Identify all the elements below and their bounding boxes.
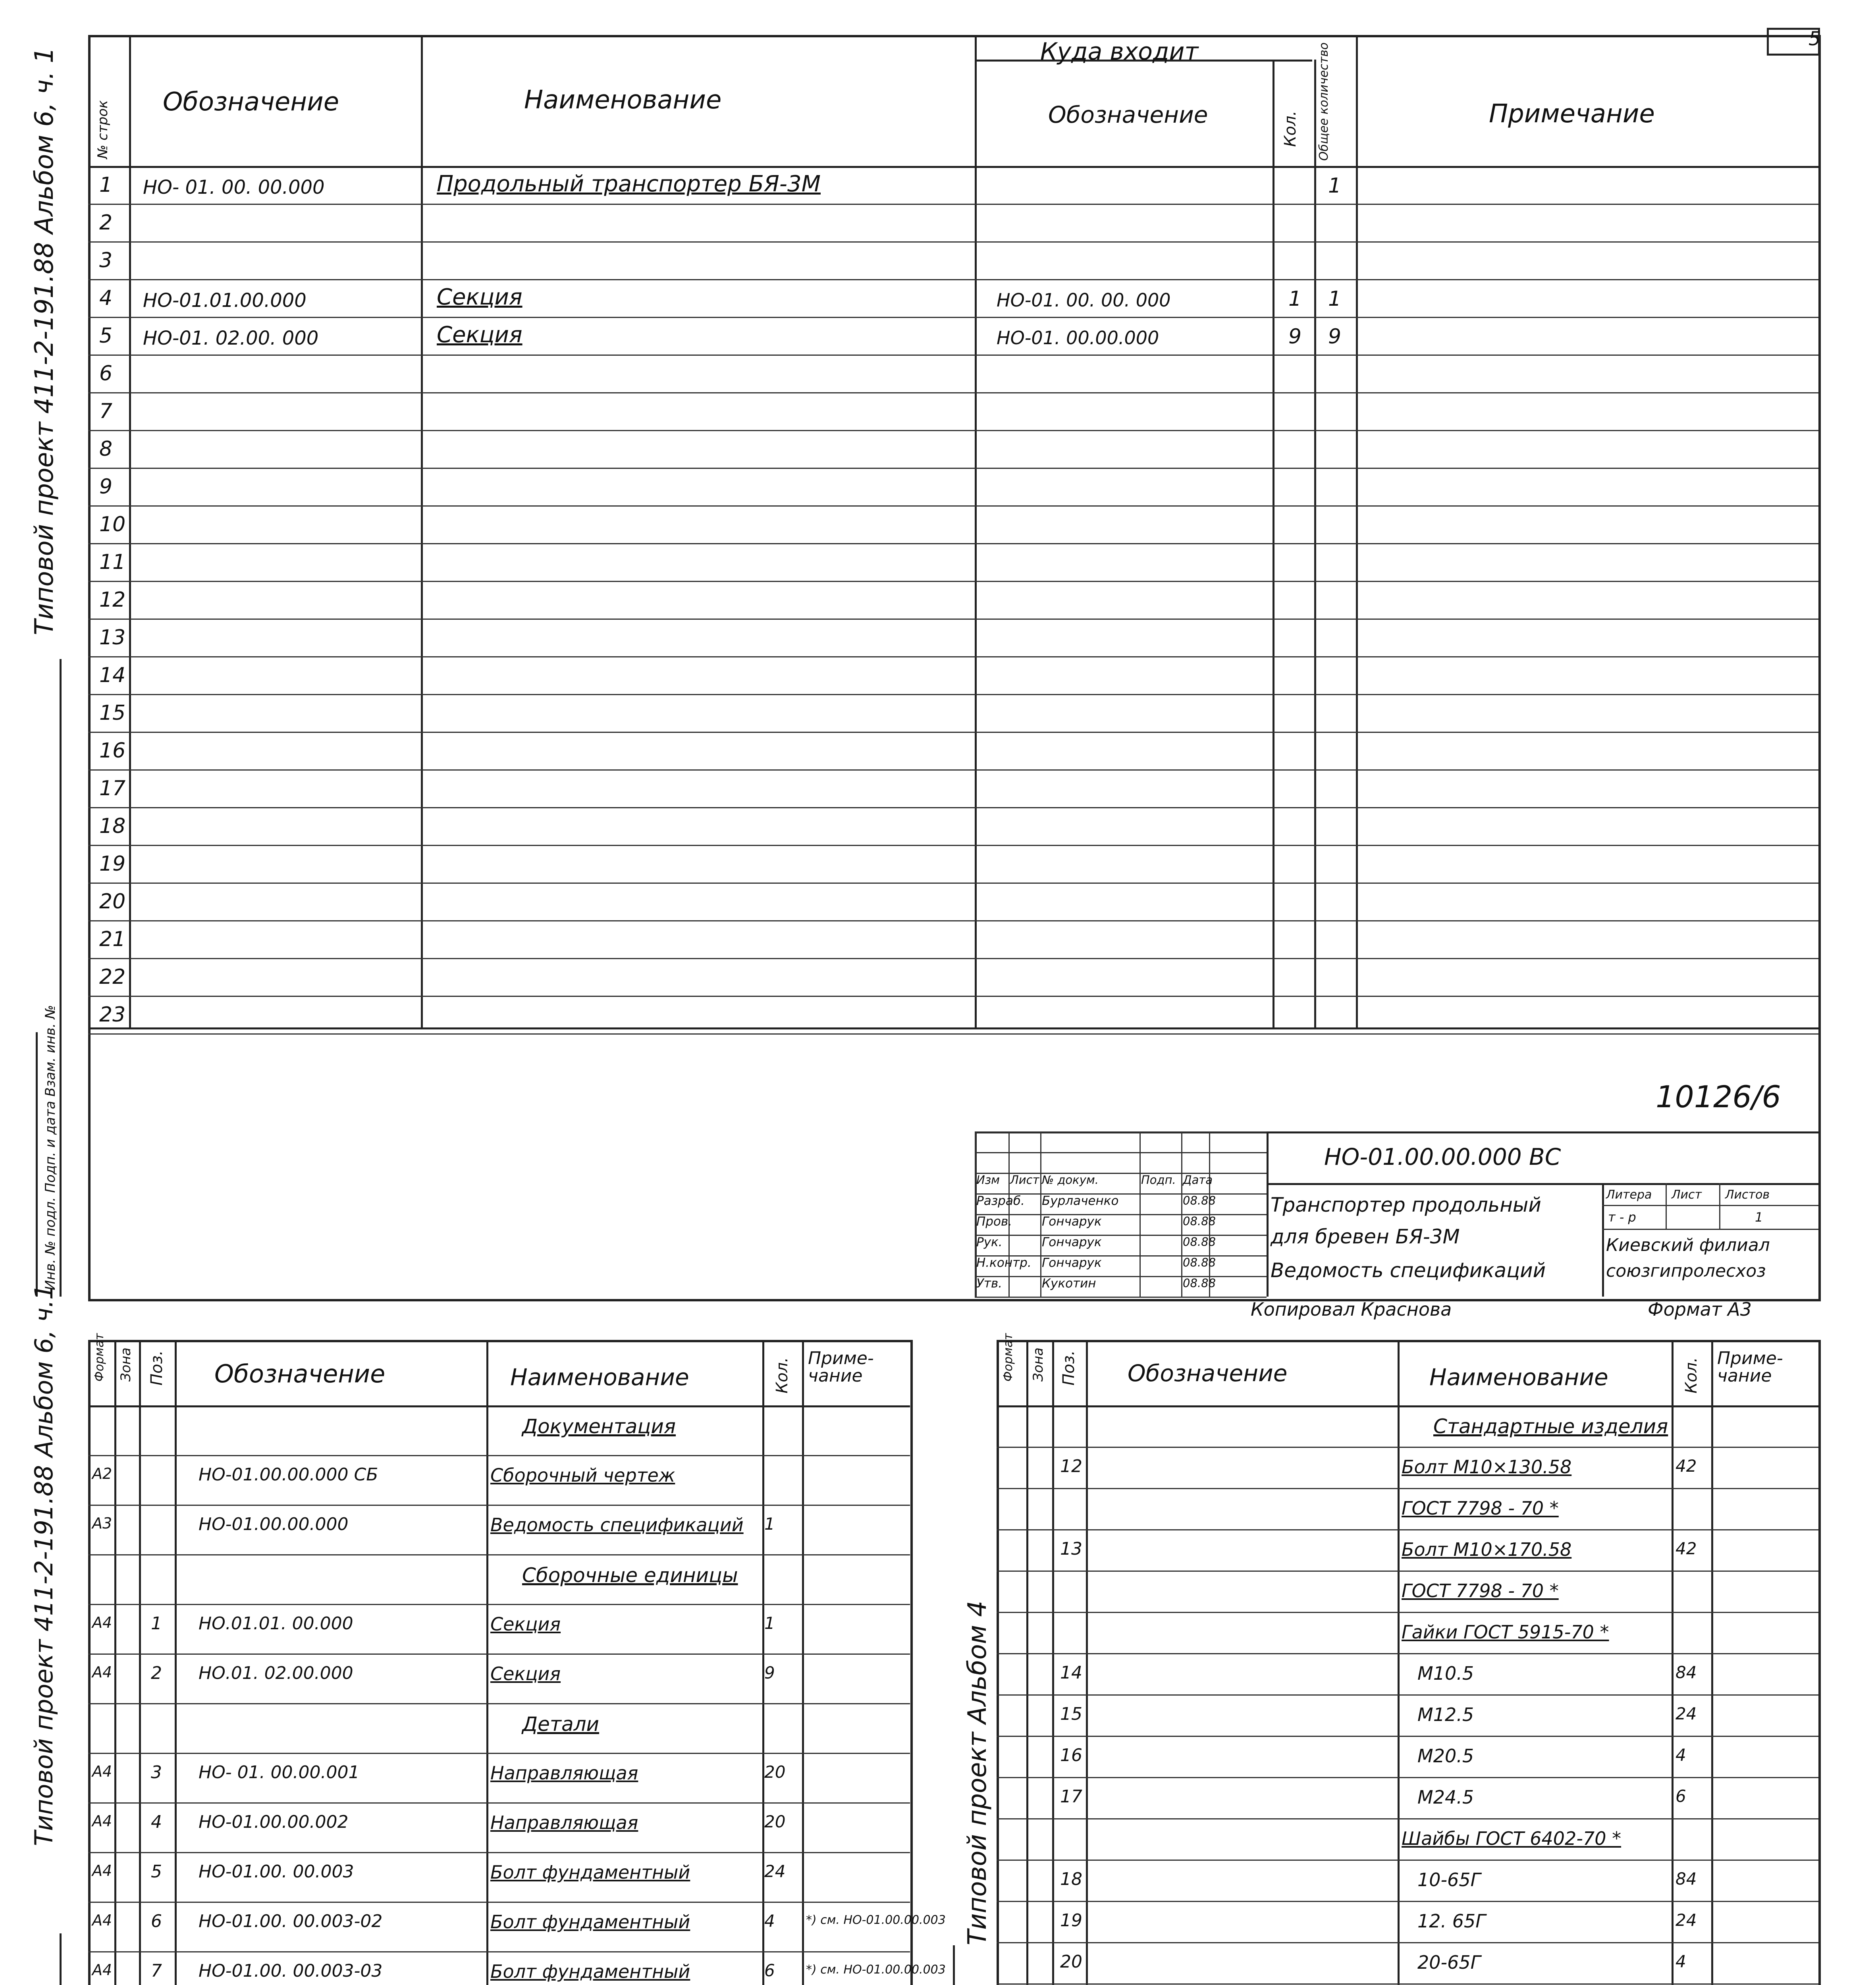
spec-pos: 4 <box>151 1812 162 1832</box>
spec-row-line <box>88 1703 910 1704</box>
spec-designation: НО-01.00. 00.003-03 <box>199 1961 383 1981</box>
spec-pos: 14 <box>1060 1663 1082 1683</box>
top-stamp-title-1: Транспортер продольный <box>1271 1193 1541 1216</box>
top-row-line <box>88 543 1818 544</box>
bl-header-name: Наименование <box>510 1364 689 1391</box>
spec-name: Болт фундаментный <box>490 1911 690 1933</box>
top-row-number: 17 <box>99 777 126 800</box>
spec-row-line <box>997 1736 1818 1737</box>
br-header-designation: Обозначение <box>1128 1360 1288 1387</box>
spec-pos: 7 <box>151 1961 162 1981</box>
spec-name: 12. 65Г <box>1417 1910 1486 1932</box>
top-row-line <box>88 392 1818 393</box>
top-row-designation: НО- 01. 00. 00.000 <box>143 176 325 198</box>
top-row-number: 9 <box>99 475 113 499</box>
spec-designation: НО-01.00.00.002 <box>199 1812 349 1832</box>
spec-format: А4 <box>92 1614 112 1631</box>
br-margin-project: Типовой проект Альбом 4 <box>963 1600 992 1945</box>
top-row-total: 1 <box>1328 174 1342 198</box>
stamp-grid-line <box>975 1297 1267 1298</box>
top-row-qty: 9 <box>1288 325 1302 349</box>
top-row-line <box>88 656 1818 657</box>
stamp-header-cell: Лист <box>1010 1173 1039 1187</box>
top-row-number: 20 <box>99 890 126 913</box>
spec-format: А3 <box>92 1515 112 1532</box>
top-row-line <box>88 958 1818 959</box>
spec-row-line <box>88 1902 910 1903</box>
spec-row-line <box>997 1612 1818 1613</box>
spec-row-line <box>88 1753 910 1754</box>
bl-header-note: Приме-чание <box>808 1348 874 1386</box>
spec-qty: 9 <box>764 1663 775 1682</box>
top-row-line <box>88 920 1818 921</box>
spec-name: Болт М10×130.58 <box>1402 1456 1572 1478</box>
top-row-number: 2 <box>99 211 113 235</box>
spec-pos: 13 <box>1060 1539 1082 1559</box>
stamp-person: Кукотин <box>1042 1276 1096 1291</box>
stamp-grid-col <box>1181 1131 1182 1297</box>
top-copied: Копировал Краснова <box>1251 1299 1452 1320</box>
spec-designation: НО-01.00.00.000 <box>199 1514 349 1534</box>
top-sheet-header: Лист <box>1672 1188 1702 1202</box>
spec-qty: 4 <box>1675 1952 1686 1971</box>
spec-name: Гайки ГОСТ 5915-70 * <box>1402 1621 1609 1643</box>
spec-row-line <box>997 1529 1818 1530</box>
br-header-qty: Кол. <box>1682 1357 1701 1393</box>
spec-name: Секция <box>490 1613 561 1635</box>
stamp-header-cell: № докум. <box>1042 1173 1099 1187</box>
stamp-grid-col <box>1139 1131 1141 1297</box>
spec-section-title: Документация <box>522 1415 676 1438</box>
bl-header-zone: Зона <box>118 1347 134 1382</box>
stamp-person: Гончарук <box>1042 1256 1102 1270</box>
top-row-where: НО-01. 00. 00. 000 <box>997 289 1171 311</box>
top-row-line <box>88 468 1818 469</box>
top-stamp-code: НО-01.00.00.000 ВС <box>1324 1143 1561 1170</box>
spec-row-line <box>997 1571 1818 1572</box>
stamp-grid-line <box>975 1214 1267 1215</box>
spec-row-line <box>997 1983 1818 1985</box>
spec-format: А4 <box>92 1912 112 1929</box>
stamp-grid-line <box>975 1152 1267 1153</box>
spec-name: Направляющая <box>490 1762 638 1784</box>
bl-header-designation: Обозначение <box>214 1359 386 1388</box>
spec-qty: 84 <box>1675 1869 1697 1889</box>
br-header-pos: Поз. <box>1060 1350 1078 1386</box>
top-org-2: союзгипролесхоз <box>1606 1261 1766 1281</box>
spec-note: *) см. НО-01.00.00.003 <box>806 1963 946 1977</box>
stamp-header-cell: Подп. <box>1141 1173 1176 1187</box>
spec-row-line <box>997 1777 1818 1778</box>
top-row-number: 15 <box>99 701 126 725</box>
bl-header-format: Формат <box>93 1333 106 1382</box>
top-row-number: 11 <box>99 550 126 574</box>
stamp-role: Разраб. <box>976 1194 1025 1208</box>
top-row-number: 14 <box>99 663 126 687</box>
top-row-number: 10 <box>99 513 126 536</box>
spec-row-line <box>997 1694 1818 1696</box>
spec-row-line <box>88 1554 910 1555</box>
spec-pos: 6 <box>151 1911 162 1931</box>
br-frame <box>997 1340 1821 1985</box>
spec-row-line <box>997 1901 1818 1902</box>
spec-row-line <box>88 1852 910 1853</box>
spec-section-title: Сборочные единицы <box>522 1564 738 1587</box>
top-row-line <box>88 694 1818 695</box>
spec-note: *) см. НО-01.00.00.003 <box>806 1913 946 1927</box>
spec-name: М10.5 <box>1417 1663 1474 1684</box>
spec-qty: 1 <box>764 1514 775 1534</box>
br-header-name: Наименование <box>1429 1364 1608 1391</box>
spec-qty: 20 <box>764 1762 786 1782</box>
spec-format: А2 <box>92 1465 112 1482</box>
stamp-date: 08.88 <box>1183 1276 1216 1290</box>
top-row-name: Продольный транспортер БЯ-3М <box>437 171 821 197</box>
br-header-note: Приме-чание <box>1717 1348 1783 1386</box>
spec-pos: 15 <box>1060 1704 1082 1724</box>
spec-qty: 24 <box>1675 1704 1697 1723</box>
top-row-line <box>88 279 1818 280</box>
spec-pos: 19 <box>1060 1910 1082 1931</box>
spec-designation: НО-01.00.00.000 СБ <box>199 1465 378 1485</box>
spec-name: М24.5 <box>1417 1786 1474 1808</box>
header-where-designation: Обозначение <box>1048 101 1208 128</box>
top-row-line <box>88 241 1818 243</box>
top-row-name: Секция <box>437 322 523 348</box>
doc-number-handwritten: 10126/6 <box>1656 1079 1781 1114</box>
spec-designation: НО.01.01. 00.000 <box>199 1613 353 1634</box>
spec-qty: 1 <box>764 1613 775 1633</box>
spec-row-line <box>88 1455 910 1456</box>
spec-designation: НО-01.00. 00.003-02 <box>199 1911 383 1931</box>
spec-row-line <box>997 1488 1818 1489</box>
top-row-number: 21 <box>99 927 126 951</box>
spec-row-line <box>997 1653 1818 1654</box>
top-format: Формат А3 <box>1648 1299 1752 1320</box>
header-qty: Кол. <box>1281 110 1300 147</box>
top-row-number: 8 <box>99 437 113 461</box>
spec-pos: 3 <box>151 1762 162 1783</box>
stamp-person: Гончарук <box>1042 1235 1102 1249</box>
spec-pos: 5 <box>151 1862 162 1882</box>
stamp-grid-col <box>1040 1131 1041 1297</box>
stamp-role: Н.контр. <box>976 1256 1032 1270</box>
spec-pos: 16 <box>1060 1745 1082 1765</box>
top-row-line <box>88 807 1818 808</box>
header-designation: Обозначение <box>163 87 339 117</box>
spec-qty: 84 <box>1675 1663 1697 1682</box>
spec-name: М20.5 <box>1417 1745 1474 1767</box>
top-row-number: 18 <box>99 814 126 838</box>
top-row-number: 12 <box>99 588 126 612</box>
spec-pos: 2 <box>151 1663 162 1683</box>
margin-project-label: Типовой проект 411-2-191.88 Альбом 6, ч. 1 <box>30 47 59 635</box>
spec-name: Болт фундаментный <box>490 1862 690 1883</box>
top-row-total: 1 <box>1328 287 1342 311</box>
bl-margin-project: Типовой проект 411-2-191.88 Альбом 6, ч.1 <box>29 1284 58 1846</box>
spec-name: ГОСТ 7798 - 70 * <box>1402 1580 1559 1601</box>
stamp-grid-line <box>975 1131 1267 1133</box>
top-row-number: 3 <box>99 249 113 272</box>
top-row-line <box>88 883 1818 884</box>
spec-name: ГОСТ 7798 - 70 * <box>1402 1497 1559 1519</box>
top-row-line <box>88 619 1818 620</box>
top-row-number: 16 <box>99 739 126 763</box>
spec-format: А4 <box>92 1763 112 1780</box>
stamp-person: Бурлаченко <box>1042 1194 1119 1208</box>
stamp-header-cell: Изм <box>976 1173 1000 1187</box>
top-litera-header: Литера <box>1606 1188 1652 1202</box>
spec-pos: 12 <box>1060 1456 1082 1476</box>
top-row-number: 13 <box>99 626 126 649</box>
top-row-line <box>88 996 1818 997</box>
spec-pos: 18 <box>1060 1869 1082 1889</box>
top-row-number: 23 <box>99 1003 126 1027</box>
header-line-number: № строк <box>95 100 111 159</box>
header-where-goes: Куда входит <box>1040 38 1199 66</box>
stamp-person: Гончарук <box>1042 1214 1102 1229</box>
top-row-number: 6 <box>99 362 113 385</box>
spec-format: А4 <box>92 1961 112 1979</box>
top-row-qty: 1 <box>1288 287 1302 311</box>
spec-qty: 4 <box>764 1911 775 1931</box>
top-row-line <box>88 204 1818 205</box>
spec-row-line <box>88 1604 910 1605</box>
stamp-date: 08.88 <box>1183 1235 1216 1249</box>
spec-designation: НО-01.00. 00.003 <box>199 1862 354 1882</box>
stamp-date: 08.88 <box>1183 1194 1216 1207</box>
bl-header-qty: Кол. <box>773 1357 791 1393</box>
margin-inv-label: Инв. № подл. Подп. и дата Взам. инв. № <box>42 1005 58 1290</box>
spec-qty: 6 <box>1675 1786 1686 1806</box>
spec-pos: 20 <box>1060 1952 1082 1972</box>
stamp-role: Пров. <box>976 1214 1012 1229</box>
spec-name: Направляющая <box>490 1812 638 1833</box>
br-header-format: Формат <box>1001 1333 1015 1382</box>
top-row-number: 5 <box>99 324 113 348</box>
spec-name: Болт М10×170.58 <box>1402 1539 1572 1560</box>
top-row-where: НО-01. 00.00.000 <box>997 327 1159 349</box>
spec-row-line <box>88 1505 910 1506</box>
spec-name: Болт фундаментный <box>490 1961 690 1982</box>
top-frame <box>88 35 1821 1301</box>
spec-qty: 20 <box>764 1812 786 1831</box>
top-row-line <box>88 430 1818 431</box>
spec-qty: 42 <box>1675 1539 1697 1558</box>
top-row-number: 4 <box>99 286 113 310</box>
stamp-grid-col <box>975 1131 976 1297</box>
spec-name: Шайбы ГОСТ 6402-70 * <box>1402 1828 1621 1849</box>
spec-qty: 6 <box>764 1961 775 1980</box>
top-row-number: 1 <box>99 173 113 197</box>
stamp-grid-line <box>975 1235 1267 1236</box>
spec-designation: НО- 01. 00.00.001 <box>199 1762 360 1783</box>
spec-name: М12.5 <box>1417 1704 1474 1725</box>
top-row-line <box>88 317 1818 318</box>
header-note: Примечание <box>1489 99 1655 129</box>
header-total-qty: Общее количество <box>1317 42 1331 161</box>
spec-row-line <box>997 1447 1818 1448</box>
spec-qty: 42 <box>1675 1456 1697 1476</box>
spec-row-line <box>88 1951 910 1952</box>
top-row-line <box>88 845 1818 846</box>
spec-name: Ведомость спецификаций <box>490 1514 744 1536</box>
stamp-date: 08.88 <box>1183 1256 1216 1269</box>
stamp-date: 08.88 <box>1183 1214 1216 1228</box>
br-header-zone: Зона <box>1030 1347 1046 1382</box>
spec-row-line <box>997 1818 1818 1819</box>
stamp-role: Утв. <box>976 1276 1003 1291</box>
top-row-line <box>88 732 1818 733</box>
sheet-number: 5 <box>1809 28 1821 50</box>
top-sheets-header: Листов <box>1725 1188 1770 1202</box>
spec-row-line <box>997 1860 1818 1861</box>
header-name: Наименование <box>524 85 722 115</box>
top-litera: т - р <box>1608 1210 1636 1225</box>
top-row-number: 7 <box>99 399 113 423</box>
top-row-line <box>88 505 1818 507</box>
spec-pos: 17 <box>1060 1786 1082 1807</box>
stamp-grid-col <box>1008 1131 1010 1297</box>
top-stamp-title-2: для бревен БЯ-3М <box>1271 1225 1460 1248</box>
top-row-designation: НО-01.01.00.000 <box>143 289 307 312</box>
spec-name: 10-65Г <box>1417 1869 1481 1891</box>
spec-pos: 1 <box>151 1613 162 1634</box>
spec-qty: 4 <box>1675 1745 1686 1765</box>
top-row-name: Секция <box>437 284 523 310</box>
top-row-number: 19 <box>99 852 126 876</box>
top-sheets: 1 <box>1755 1210 1763 1225</box>
stamp-grid-line <box>975 1276 1267 1277</box>
top-row-total: 9 <box>1328 325 1342 349</box>
spec-format: А4 <box>92 1812 112 1830</box>
spec-designation: НО.01. 02.00.000 <box>199 1663 353 1683</box>
spec-format: А4 <box>92 1862 112 1879</box>
top-org-1: Киевский филиал <box>1606 1235 1770 1255</box>
spec-qty: 24 <box>1675 1910 1697 1930</box>
top-row-line <box>88 1033 1818 1035</box>
top-row-line <box>88 355 1818 356</box>
spec-section-title: Детали <box>522 1713 600 1736</box>
spec-name: 20-65Г <box>1417 1952 1481 1973</box>
spec-format: А4 <box>92 1663 112 1681</box>
top-row-number: 22 <box>99 965 126 989</box>
spec-section-title: Стандартные изделия <box>1433 1415 1668 1438</box>
top-row-line <box>88 581 1818 582</box>
top-row-designation: НО-01. 02.00. 000 <box>143 327 319 349</box>
spec-name: Секция <box>490 1663 561 1684</box>
top-stamp-title-3: Ведомость спецификаций <box>1271 1259 1546 1282</box>
stamp-header-cell: Дата <box>1183 1173 1213 1187</box>
spec-row-line <box>997 1942 1818 1943</box>
stamp-role: Рук. <box>976 1235 1003 1249</box>
bl-frame <box>88 1340 913 1985</box>
spec-qty: 24 <box>764 1862 786 1881</box>
spec-row-line <box>88 1802 910 1804</box>
stamp-grid-col <box>1209 1131 1210 1297</box>
top-row-line <box>88 769 1818 771</box>
bl-header-pos: Поз. <box>148 1350 166 1386</box>
spec-name: Сборочный чертеж <box>490 1465 675 1486</box>
spec-row-line <box>88 1654 910 1655</box>
